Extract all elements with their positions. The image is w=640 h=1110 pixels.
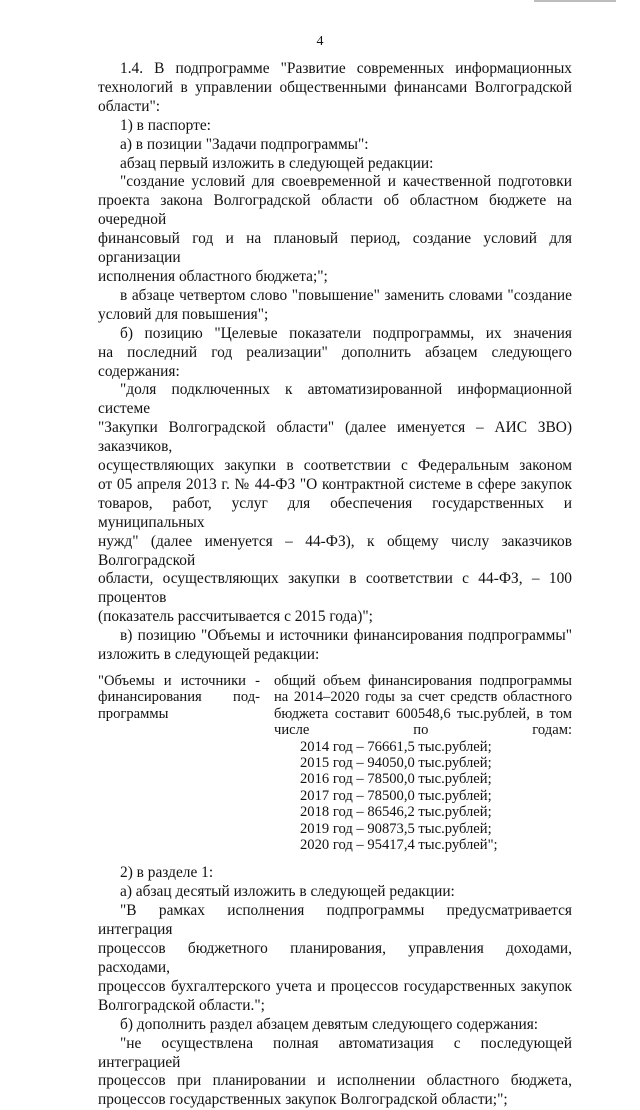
financing-table-label-cell [98, 673, 274, 853]
table-text-line: общий объем финансирования подпрограммы [274, 673, 572, 689]
text-line: (показатель рассчитывается с 2015 года)"; [98, 608, 373, 626]
text-line: области, осуществляющих закупки в соответствии с 44-ФЗ, – 100 процентов [98, 570, 572, 607]
text-line: проекта закона Волгоградской области об областном бюджете на очередной [98, 192, 572, 229]
text-line: осуществляющих закупки в соответствии с Федеральным законом [98, 457, 572, 475]
spacer [98, 665, 572, 671]
text-line: а) абзац десятый изложить в следующей редакции: [120, 883, 455, 901]
text-line: товаров, работ, услуг для обеспечения государственных и муниципальных [98, 494, 572, 531]
table-label-line: финансирования под- [98, 689, 260, 706]
financing-years-list [274, 739, 572, 854]
text-line: процессов бухгалтерского учета и процессов государственных закупок [98, 977, 572, 995]
text-line: 1.4. В подпрограмме "Развитие современных информационных [120, 60, 572, 77]
text-line: процессов бюджетного планирования, управления доходами, расходами, [98, 940, 572, 976]
spacer [98, 853, 572, 864]
text-line: б) позицию "Целевые показатели подпрограммы, их значения [120, 324, 572, 342]
scan-edge-mark [534, 0, 616, 2]
financing-total-text [274, 673, 572, 739]
text-line: от 05 апреля 2013 г. № 44-ФЗ "О контрактной системе в сфере закупок [98, 475, 572, 493]
table-text-line: на 2014–2020 годы за счет средств областного [274, 689, 572, 706]
financing-year-line: 2018 год – 86546,2 тыс.рублей; [300, 804, 492, 821]
text-line: "В рамках исполнения подпрограммы предусматривается интеграция [98, 902, 572, 939]
text-line: 2) в разделе 1: [120, 864, 214, 882]
financing-year-line: 2019 год – 90873,5 тыс.рублей; [300, 820, 492, 837]
text-line: исполнения областного бюджета;"; [98, 267, 328, 285]
page-number: 4 [316, 34, 324, 49]
text-line: процессов при планировании и исполнении областного бюджета, [98, 1072, 572, 1090]
text-line: в абзаце четвертом слово "повышение" заменить словами "создание [120, 286, 572, 304]
financing-table-value-cell [274, 673, 572, 853]
document-body [98, 60, 572, 1110]
text-line: "не осуществлена полная автоматизация с последующей интеграцией [98, 1034, 572, 1071]
text-line: технологий в управлении общественными финансами Волгоградской [98, 78, 572, 96]
financing-year-line: 2020 год – 95417,4 тыс.рублей"; [300, 837, 498, 854]
text-line: а) в позиции "Задачи подпрограммы": [120, 135, 369, 153]
text-line: б) дополнить раздел абзацем девятым следующего содержания: [120, 1015, 539, 1033]
text-line: процессов государственных закупок Волгоградской области;"; [98, 1091, 508, 1109]
text-line: условий для повышения"; [98, 305, 269, 323]
text-line: изложить в следующей редакции: [98, 646, 320, 664]
financing-table [98, 673, 572, 853]
amendment-text-block-2 [98, 864, 572, 1110]
text-line: области": [98, 97, 161, 115]
text-line: абзац первый изложить в следующей редакции: [120, 154, 434, 172]
text-line: 1) в паспорте: [120, 116, 211, 134]
text-line: "создание условий для своевременной и качественной подготовки [120, 173, 572, 191]
financing-year-line: 2014 год – 76661,5 тыс.рублей; [300, 738, 492, 755]
text-line: нужд" (далее именуется – 44-ФЗ), к общему числу заказчиков Волгоградской [98, 532, 572, 569]
financing-year-line: 2015 год – 94050,0 тыс.рублей; [300, 755, 492, 772]
text-line: финансовый год и на плановый период, создание условий для организации [98, 230, 572, 267]
table-text-line: бюджета составит 600548,6 тыс.рублей, в том [274, 705, 572, 722]
text-line: "доля подключенных к автоматизированной информационной системе [98, 381, 572, 418]
text-line: Волгоградской области."; [98, 996, 265, 1014]
financing-year-line: 2016 год – 78500,0 тыс.рублей; [300, 771, 492, 788]
text-line: "Закупки Волгоградской области" (далее именуется – АИС ЗВО) заказчиков, [98, 419, 572, 456]
table-label-line: программы [98, 705, 169, 722]
table-label-line: "Объемы и источники - [98, 673, 260, 689]
table-text-line: числе по годам: [274, 722, 572, 739]
text-line: в) позицию "Объемы и источники финансирования подпрограммы" [120, 627, 572, 645]
financing-year-line: 2017 год – 78500,0 тыс.рублей; [300, 787, 492, 804]
text-line: на последний год реализации" дополнить абзацем следующего содержания: [98, 343, 572, 380]
amendment-text-block-1 [98, 60, 572, 665]
